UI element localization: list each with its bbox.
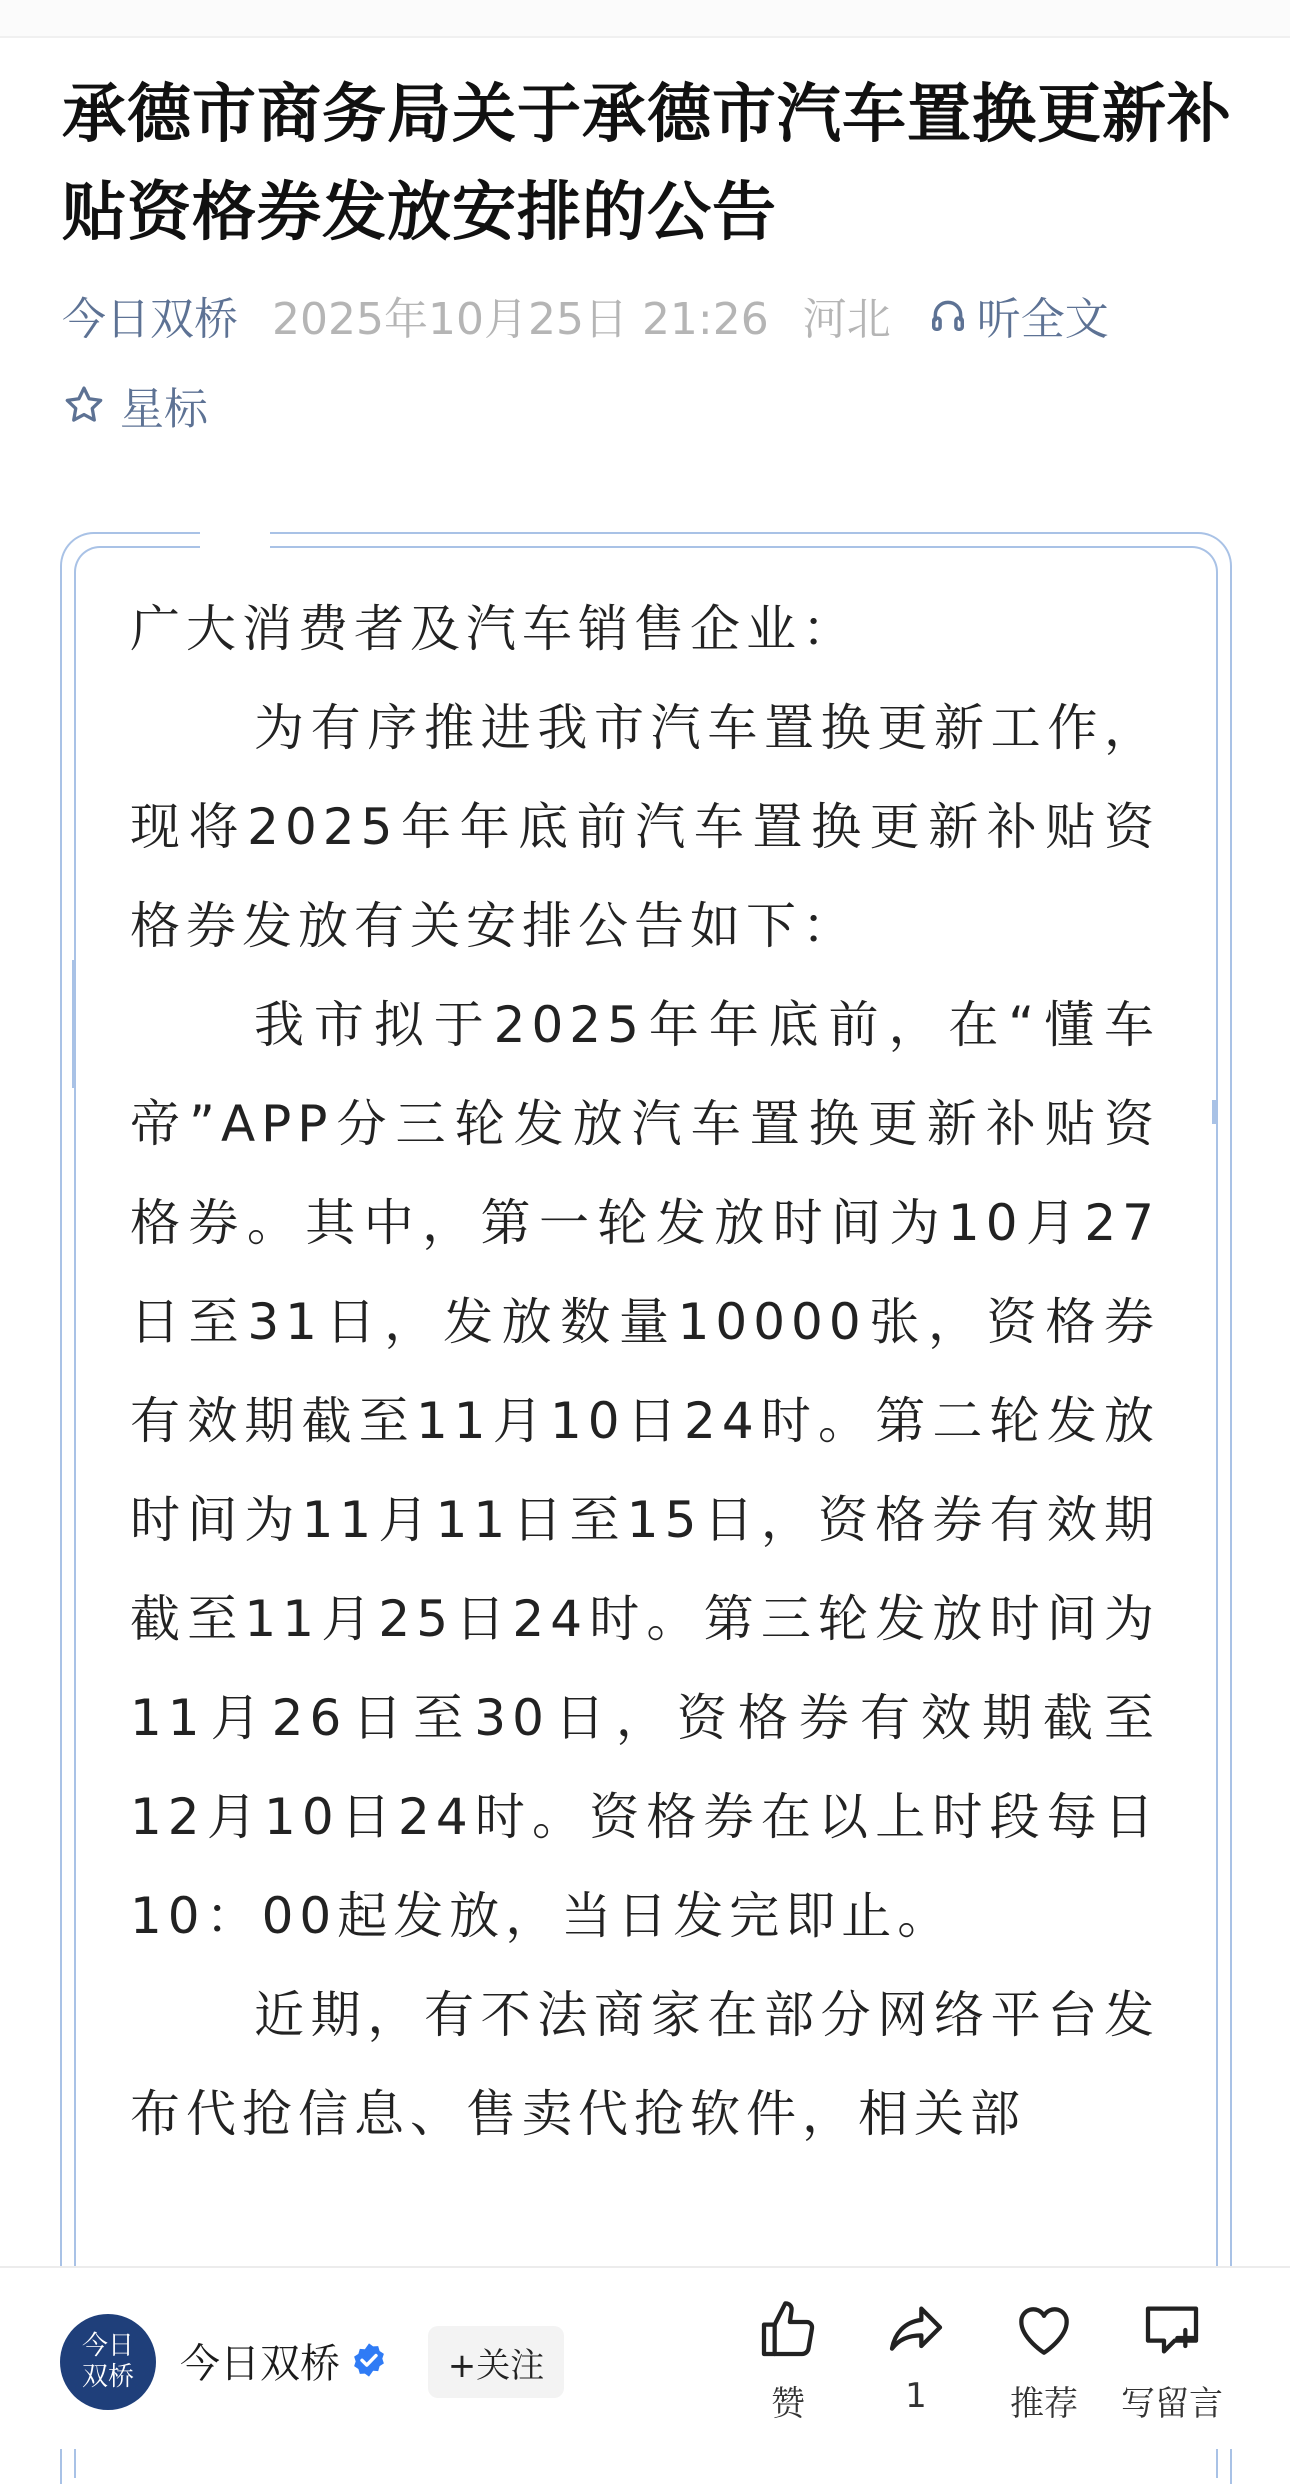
publish-datetime: 2025年10月25日 21:26 bbox=[272, 294, 769, 345]
share-arrow-icon bbox=[884, 2298, 948, 2362]
article-source-link[interactable]: 今日双桥 bbox=[62, 294, 238, 345]
write-comment-label: 写留言 bbox=[1121, 2384, 1223, 2424]
comment-plus-icon bbox=[1140, 2298, 1204, 2362]
avatar-text-line1: 今日 bbox=[81, 2331, 134, 2361]
headphones-icon bbox=[929, 296, 967, 334]
star-button[interactable] bbox=[62, 374, 208, 436]
like-label: 赞 bbox=[771, 2384, 805, 2424]
star-outline-icon bbox=[62, 383, 106, 427]
frame-decoration-accent bbox=[1212, 1100, 1216, 1124]
write-comment-button[interactable] bbox=[1112, 2298, 1232, 2425]
recommend-button[interactable] bbox=[984, 2298, 1104, 2425]
listen-full-text-button[interactable] bbox=[929, 283, 1109, 347]
verified-badge-icon bbox=[350, 2341, 388, 2379]
article-paragraph: 广大消费者及汽车销售企业： bbox=[130, 600, 858, 658]
article-paragraph: 近期，有不法商家在部分网络平台发布代抢信息、售卖代抢软件，相关部 bbox=[130, 1986, 1160, 2143]
star-label: 星标 bbox=[120, 384, 208, 435]
frame-decoration-gap bbox=[200, 530, 270, 550]
article-paragraph: 我市拟于2025年年底前，在“懂车帝”APP分三轮发放汽车置换更新补贴资格券。其中，第一轮发放时间为10月27日至31日，发放数量10000张，资格券有效期截至11月10日24时。第二轮发放时间为11月11日至15日，资格券有效期截至11月25日24时。第三轮发放时间为11月26日至30日，资格券有效期截至12月10日24时。资格券在以上时段每日10：00起发放，当日发完即止。 bbox=[130, 996, 1160, 1945]
author-avatar[interactable] bbox=[60, 2314, 156, 2410]
bottom-action-bar bbox=[0, 2266, 1290, 2449]
article-paragraph: 为有序推进我市汽车置换更新工作，现将2025年年底前汽车置换更新补贴资格券发放有关安排公告如下： bbox=[130, 699, 1160, 955]
frame-decoration-accent bbox=[72, 960, 76, 1088]
recommend-label: 推荐 bbox=[1010, 2384, 1078, 2424]
author-name: 今日双桥 bbox=[180, 2340, 340, 2387]
article-body bbox=[130, 580, 1160, 2164]
thumbs-up-icon bbox=[756, 2298, 820, 2362]
like-button[interactable] bbox=[728, 2298, 848, 2425]
follow-button[interactable]: +关注 bbox=[428, 2326, 564, 2398]
heart-icon bbox=[1012, 2298, 1076, 2362]
share-button[interactable] bbox=[856, 2298, 976, 2416]
publish-region: 河北 bbox=[802, 294, 891, 345]
article-title: 承德市商务局关于承德市汽车置换更新补贴资格券发放安排的公告 bbox=[62, 78, 1232, 250]
avatar-text-line2: 双桥 bbox=[81, 2362, 134, 2392]
top-status-divider bbox=[0, 0, 1290, 38]
share-count: 1 bbox=[905, 2376, 927, 2416]
article-meta bbox=[62, 284, 1109, 346]
listen-label: 听全文 bbox=[976, 294, 1109, 345]
author-name-link[interactable] bbox=[180, 2330, 388, 2390]
